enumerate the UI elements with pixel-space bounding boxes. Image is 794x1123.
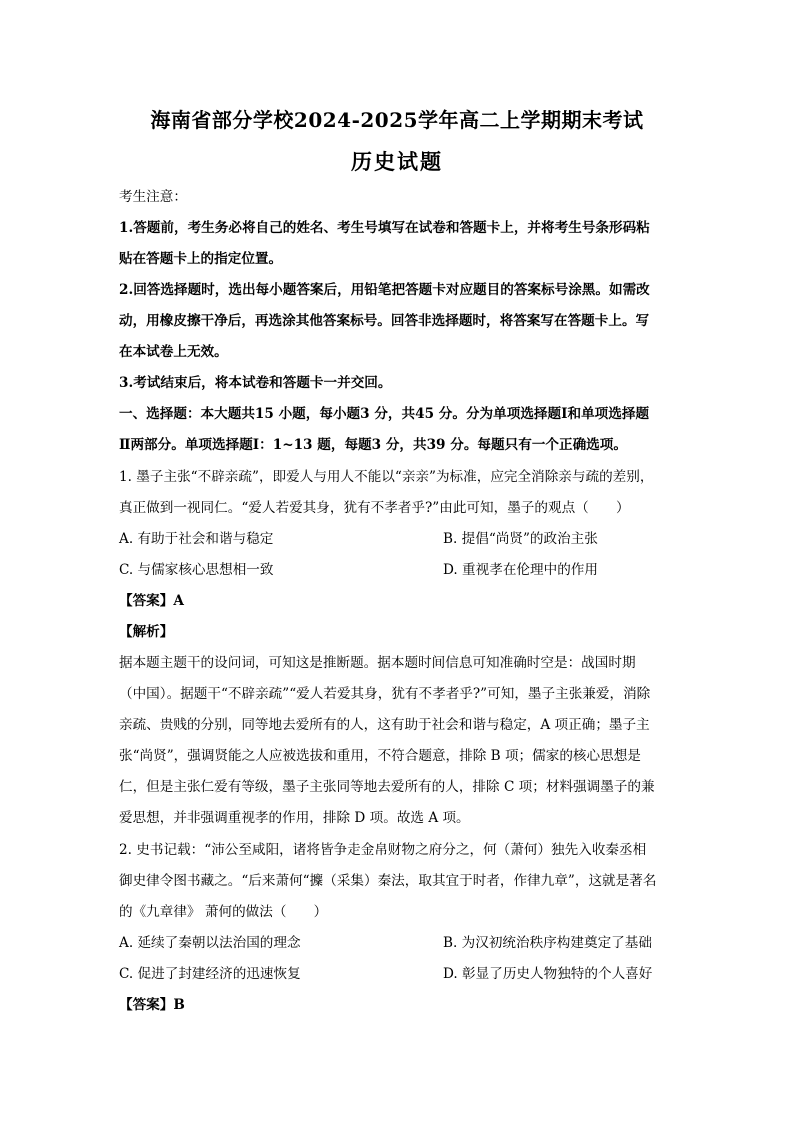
question-1-analysis: 仁，但是主张仁爱有等级，墨子主张同等地去爱所有的人，排除 C 项；材料强调墨子的兼 — [119, 779, 655, 795]
question-1-stem: 真正做到一视同仁。“爱人若爱其身，犹有不孝者乎?”由此可知，墨子的观点（ ） — [119, 500, 630, 516]
exam-subtitle: 历史试题 — [351, 149, 443, 174]
notice-line: 贴在答题卡上的指定位置。 — [119, 251, 283, 267]
exam-title: 海南省部分学校2024-2025学年高二上学期期末考试 — [150, 108, 644, 132]
question-2-option-a: A. 延续了秦朝以法治国的理念 — [119, 935, 301, 951]
section-heading: Ⅱ两部分。单项选择题Ⅰ：1~13 题，每题3 分，共39 分。每题只有一个正确选项。 — [119, 437, 627, 453]
question-1-analysis: 据本题主题干的设问词，可知这是推断题。据本题时间信息可知准确时空是：战国时期 — [119, 655, 636, 671]
question-2-stem: 的《九章律》 萧何的做法（ ） — [119, 904, 328, 920]
question-2-stem: 御史律令图书藏之。“后来萧何“攈（采集）秦法，取其宜于时者，作律九章”，这就是著名 — [119, 873, 657, 889]
section-heading: 一、选择题：本大题共15 小题，每小题3 分，共45 分。分为单项选择题Ⅰ和单项选择题 — [119, 406, 650, 422]
question-1-option-b: B. 提倡“尚贤”的政治主张 — [443, 531, 598, 547]
question-1-option-d: D. 重视孝在伦理中的作用 — [443, 562, 598, 578]
question-1-analysis: 爱思想，并非强调重视孝的作用，排除 D 项。故选 A 项。 — [119, 810, 470, 826]
notice-line: 2.回答选择题时，选出每小题答案后，用铅笔把答题卡对应题目的答案标号涂黑。如需改 — [119, 282, 650, 298]
question-1-option-c: C. 与儒家核心思想相一致 — [119, 562, 274, 578]
question-1-analysis: 亲疏、贵贱的分别，同等地去爱所有的人，这有助于社会和谐与稳定，A 项正确；墨子主 — [119, 717, 650, 733]
question-2-option-b: B. 为汉初统治秩序构建奠定了基础 — [443, 935, 652, 951]
notice-header: 考生注意： — [119, 189, 187, 205]
question-2-option-d: D. 彰显了历史人物独特的个人喜好 — [443, 966, 653, 982]
question-1-answer: 【答案】A — [119, 593, 184, 609]
notice-line: 动，用橡皮擦干净后，再选涂其他答案标号。回答非选择题时，将答案写在答题卡上。写 — [119, 313, 650, 329]
question-1-stem: 1. 墨子主张“不辟亲疏”，即爱人与用人不能以“亲亲”为标准，应完全消除亲与疏的差别， — [119, 469, 654, 485]
notice-line: 3.考试结束后，将本试卷和答题卡一并交回。 — [119, 375, 392, 391]
question-2-stem: 2. 史书记载：“沛公至咸阳，诸将皆争走金帛财物之府分之，何（萧何）独先入收秦丞相 — [119, 842, 647, 858]
question-1-analysis: 张“尚贤”，强调贤能之人应被选拔和重用，不符合题意，排除 B 项；儒家的核心思想是 — [119, 748, 641, 764]
notice-line: 1.答题前，考生务必将自己的姓名、考生号填写在试卷和答题卡上，并将考生号条形码粘 — [119, 220, 650, 236]
question-2-answer: 【答案】B — [119, 997, 185, 1013]
question-1-option-a: A. 有助于社会和谐与稳定 — [119, 531, 274, 547]
question-1-analysis: （中国）。据题干“不辟亲疏”“爱人若爱其身，犹有不孝者乎?”可知，墨子主张兼爱，消除 — [119, 686, 651, 702]
question-1-analysis-label: 【解析】 — [119, 624, 174, 640]
question-2-option-c: C. 促进了封建经济的迅速恢复 — [119, 966, 301, 982]
notice-line: 在本试卷上无效。 — [119, 344, 228, 360]
